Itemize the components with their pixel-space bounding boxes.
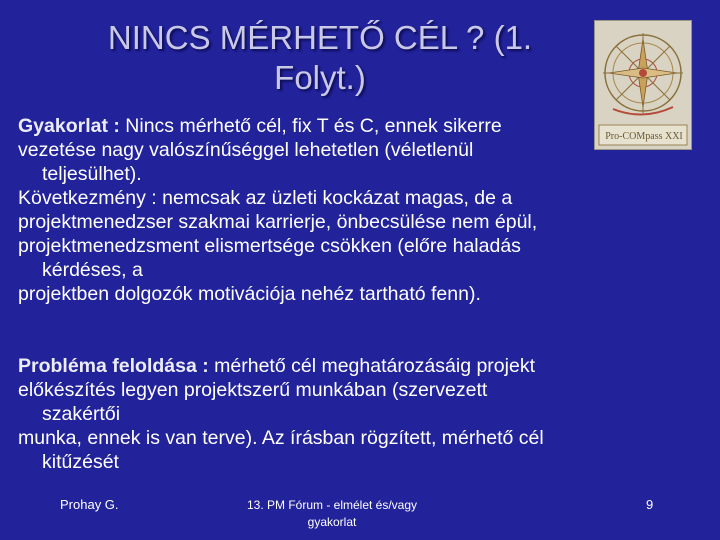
text-line: projektmenedzser szakmai karrierje, önbecsülése nem épül, xyxy=(18,211,538,233)
text-line: projektben dolgozók motivációja nehéz tartható fenn). xyxy=(18,283,481,305)
paragraph-consequence xyxy=(18,186,698,306)
footer-author: Prohay G. xyxy=(60,497,119,512)
title-line-2: Folyt.) xyxy=(274,59,366,96)
text-line: szakértői xyxy=(42,403,121,425)
text-line: vezetése nagy valószínűséggel lehetetlen (véletlenül xyxy=(18,139,474,161)
text-line: Következmény : nemcsak az üzleti kockázat magas, de a xyxy=(18,187,513,209)
text-line: projektmenedzsment elismertsége csökken (előre haladás xyxy=(18,235,521,257)
footer-course-line-1: 13. PM Fórum - elmélet és/vagy xyxy=(246,498,418,512)
text-line xyxy=(18,354,698,378)
paragraph-practice xyxy=(18,114,698,186)
footer-course xyxy=(244,497,420,531)
practice-label: Gyakorlat : xyxy=(18,115,120,137)
slide-title xyxy=(60,18,580,98)
text-line xyxy=(18,114,698,138)
text-line: előkészítés legyen projektszerű munkában (szervezett xyxy=(18,379,488,401)
text-line: munka, ennek is van terve). Az írásban rögzített, mérhető cél xyxy=(18,427,544,449)
text-line: kérdéses, a xyxy=(42,259,143,281)
solution-label: Probléma feloldása : xyxy=(18,355,209,377)
paragraph-solution xyxy=(18,354,698,474)
solution-text: mérhető cél meghatározásáig projekt xyxy=(208,355,535,377)
text-line: kitűzését xyxy=(42,451,119,473)
title-line-1: NINCS MÉRHETŐ CÉL ? (1. xyxy=(107,19,533,56)
page-number: 9 xyxy=(646,497,654,512)
text-line: teljesülhet). xyxy=(42,163,142,185)
footer-course-line-2: gyakorlat xyxy=(307,515,357,529)
practice-text: Nincs mérhető cél, fix T és C, ennek sikerre xyxy=(119,115,502,137)
slide-body xyxy=(18,114,698,474)
paragraph-spacer xyxy=(18,306,698,354)
logo-caption: Pro-COMpass XXI xyxy=(605,131,683,142)
